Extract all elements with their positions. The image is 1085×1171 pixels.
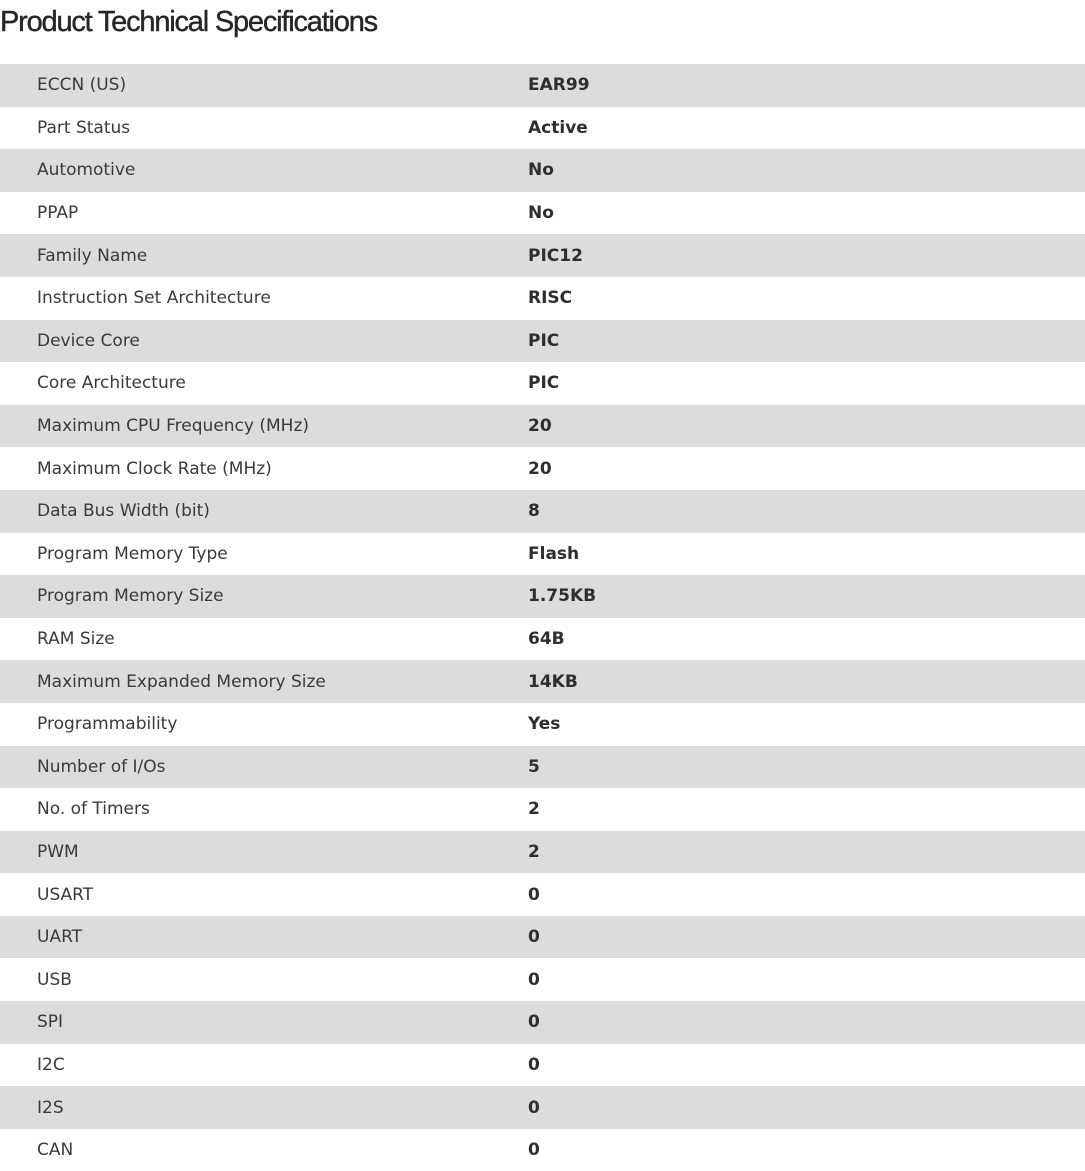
spec-row <box>0 1044 1085 1087</box>
spec-label: SPI <box>37 1012 64 1033</box>
spec-label: Data Bus Width (bit) <box>37 501 210 522</box>
spec-value: No <box>528 160 554 181</box>
spec-value: 0 <box>528 1012 540 1033</box>
spec-value: 20 <box>528 458 552 479</box>
spec-label: Maximum Expanded Memory Size <box>37 671 326 692</box>
spec-value: Yes <box>528 714 561 735</box>
spec-label: CAN <box>37 1140 74 1161</box>
spec-value: No <box>528 203 554 224</box>
spec-row <box>0 703 1085 746</box>
spec-label: USART <box>37 884 94 905</box>
spec-value: 0 <box>528 969 540 990</box>
spec-label: Programmability <box>37 714 178 735</box>
spec-label: Device Core <box>37 330 140 351</box>
spec-value: 20 <box>528 416 552 437</box>
spec-label: Family Name <box>37 245 148 266</box>
spec-value: PIC <box>528 373 560 394</box>
spec-label: Program Memory Type <box>37 543 228 564</box>
spec-row <box>0 149 1085 192</box>
spec-row <box>0 64 1085 107</box>
spec-value: 0 <box>528 884 540 905</box>
spec-label: Program Memory Size <box>37 586 224 607</box>
spec-value: 8 <box>528 501 540 522</box>
spec-row <box>0 533 1085 576</box>
spec-label: Core Architecture <box>37 373 186 394</box>
spec-row <box>0 788 1085 831</box>
spec-row <box>0 746 1085 789</box>
spec-row <box>0 958 1085 1001</box>
spec-value: 0 <box>528 1054 540 1075</box>
spec-value: Flash <box>528 543 580 564</box>
spec-label: No. of Timers <box>37 799 150 820</box>
spec-label: RAM Size <box>37 629 115 650</box>
spec-row <box>0 320 1085 363</box>
spec-label: I2S <box>37 1097 64 1118</box>
spec-row <box>0 277 1085 320</box>
spec-row <box>0 447 1085 490</box>
spec-row <box>0 618 1085 661</box>
page-title: Product Technical Specifications <box>0 6 377 38</box>
spec-row <box>0 362 1085 405</box>
spec-value: EAR99 <box>528 75 590 96</box>
spec-value: 2 <box>528 841 540 862</box>
spec-value: 2 <box>528 799 540 820</box>
spec-value: 5 <box>528 756 540 777</box>
spec-value: 14KB <box>528 671 578 692</box>
spec-row <box>0 660 1085 703</box>
spec-value: 0 <box>528 1140 540 1161</box>
spec-row <box>0 575 1085 618</box>
spec-row <box>0 490 1085 533</box>
spec-label: Part Status <box>37 117 131 138</box>
spec-label: PPAP <box>37 203 79 224</box>
spec-table <box>0 64 1085 1171</box>
spec-row <box>0 1086 1085 1129</box>
spec-value: 0 <box>528 927 540 948</box>
spec-label: Instruction Set Architecture <box>37 288 271 309</box>
spec-row <box>0 107 1085 150</box>
spec-row <box>0 831 1085 874</box>
spec-value: 0 <box>528 1097 540 1118</box>
spec-row <box>0 405 1085 448</box>
spec-row <box>0 192 1085 235</box>
spec-row <box>0 873 1085 916</box>
spec-value: PIC12 <box>528 245 583 266</box>
spec-value: RISC <box>528 288 573 309</box>
spec-value: 64B <box>528 629 565 650</box>
spec-value: Active <box>528 117 588 138</box>
spec-row <box>0 234 1085 277</box>
spec-row <box>0 916 1085 959</box>
spec-label: USB <box>37 969 72 990</box>
spec-label: Automotive <box>37 160 136 181</box>
spec-label: Number of I/Os <box>37 756 166 777</box>
spec-label: UART <box>37 927 83 948</box>
spec-label: PWM <box>37 841 79 862</box>
spec-label: Maximum CPU Frequency (MHz) <box>37 416 309 437</box>
spec-value: PIC <box>528 330 560 351</box>
spec-row <box>0 1001 1085 1044</box>
spec-row <box>0 1129 1085 1171</box>
spec-label: ECCN (US) <box>37 75 127 96</box>
spec-label: Maximum Clock Rate (MHz) <box>37 458 272 479</box>
spec-label: I2C <box>37 1054 65 1075</box>
spec-value: 1.75KB <box>528 586 597 607</box>
